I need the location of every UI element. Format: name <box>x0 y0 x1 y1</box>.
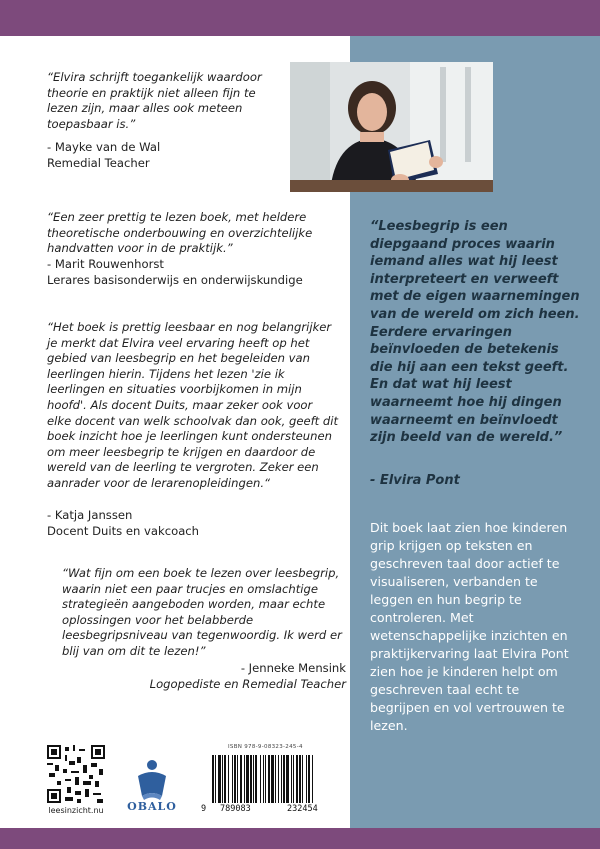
testimonial-quote-4: “Wat fijn om een boek te lezen over leesbegrip, waarin niet een paar trucjes en omslachtige strategieën aangeboden worden, maar echte oplossingen voor het belabberde leesbegripsniveau van tegenwoordig. Ik werd er blij van om dit te lezen!” <box>62 566 342 658</box>
testimonial-attribution-3 <box>47 508 327 539</box>
publisher-logo-text: OBALO <box>127 800 177 813</box>
testimonial-role-3: Docent Duits en vakcoach <box>47 523 200 538</box>
publisher-logo-icon <box>122 756 182 818</box>
testimonial-role-1: Remedial Teacher <box>47 155 150 170</box>
barcode-bar <box>278 755 279 803</box>
author-photo <box>290 62 493 192</box>
barcode-bar <box>212 755 214 803</box>
testimonial-quote-2: “Een zeer prettig te lezen boek, met heldere theoretische onderbouwing en overzichtelijke handvatten voor in de praktijk.” <box>47 210 313 256</box>
barcode-bar <box>293 755 294 803</box>
bottom-color-band <box>0 828 600 849</box>
barcode-bar <box>265 755 266 803</box>
barcode-first-digit: 9 <box>201 804 207 814</box>
barcode-bar <box>291 755 292 803</box>
testimonial-quote-3: “Het boek is prettig leesbaar en nog belangrijker je merkt dat Elvira veel ervaring heeft op het gebied van leesbegrip en het begeleiden van leerlingen hierin. Tijdens het lezen 'zie ik leerlingen en situaties voorbijkomen in mijn hoofd'. Als docent Duits, maar zeker ook voor elke docent van welk schoolvak dan ook, geeft dit boek inzicht hoe je leerlingen kunt ondersteunen om meer leesbegrip te krijgen en daardoor de wereld van de leerling te vergroten. Zeker een aanrader voor de lerarenopleidingen.“ <box>47 320 339 490</box>
barcode-bar <box>275 755 276 803</box>
isbn-label: ISBN 978-9-08323-245-4 <box>228 744 303 750</box>
barcode-bar <box>244 755 245 803</box>
barcode-bar <box>302 755 303 803</box>
barcode-bar <box>312 755 313 803</box>
barcode-bar <box>283 755 285 803</box>
barcode-right-digits: 232454 <box>287 804 318 814</box>
barcode-bar <box>271 755 274 803</box>
testimonial-author-2: - Marit Rouwenhorst <box>47 257 164 271</box>
barcode-bar <box>308 755 310 803</box>
barcode-bar <box>250 755 252 803</box>
testimonial-role-4: Logopediste en Remedial Teacher <box>149 676 346 691</box>
barcode-bar <box>306 755 307 803</box>
barcode-bar <box>232 755 233 803</box>
barcode-bar <box>228 755 229 803</box>
barcode-bar <box>234 755 236 803</box>
barcode-bar <box>255 755 257 803</box>
barcode-bar <box>268 755 270 803</box>
barcode-bar <box>260 755 261 803</box>
barcode-left-digits: 789083 <box>220 804 251 814</box>
top-color-band <box>0 0 600 36</box>
testimonial-role-2: Lerares basisonderwijs en onderwijskundige <box>47 272 303 287</box>
testimonial-author-4: - Jenneke Mensink <box>240 661 346 675</box>
barcode-bar <box>286 755 289 803</box>
testimonial-attribution-1 <box>47 140 287 171</box>
testimonial-author-1: - Mayke van de Wal <box>47 140 161 154</box>
barcode-bar <box>237 755 238 803</box>
qr-code-icon[interactable] <box>47 745 105 803</box>
barcode-bar <box>281 755 282 803</box>
website-label: leesinzicht.nu <box>48 806 104 815</box>
barcode-bar <box>253 755 254 803</box>
barcode-bar <box>246 755 249 803</box>
barcode-bar <box>222 755 223 803</box>
barcode-bar <box>215 755 216 803</box>
featured-author-quote: “Leesbegrip is een diepgaand proces waarin iemand alles wat hij leest interpreteert en verweeft met de eigen waarnemingen van de wereld om zich heen. Eerdere ervaringen beïnvloeden de betekenis die hij aan een tekst geeft. En dat wat hij leest waarneemt hoe hij dingen waarneemt en beïnvloedt zijn beeld van de wereld.” <box>370 219 580 446</box>
book-description: Dit boek laat zien hoe kinderen grip krijgen op teksten en geschreven taal door actief te visualiseren, verbanden te leggen en hun begrip te controleren. Met wetenschappelijke inzichten en praktijkervaring laat Elvira Pont zien hoe je kinderen helpt om geschreven taal echt te begrijpen en vol vertrouwen te lezen. <box>370 520 569 733</box>
barcode-bar <box>263 755 264 803</box>
barcode-bar <box>299 755 301 803</box>
testimonial-attribution-2 <box>47 257 327 288</box>
testimonial-attribution-4 <box>134 661 346 692</box>
testimonial-author-3: - Katja Janssen <box>47 508 133 522</box>
featured-quote-author: - Elvira Pont <box>370 473 460 488</box>
barcode-bar <box>296 755 298 803</box>
barcode-bar <box>240 755 242 803</box>
barcode-bar <box>218 755 221 803</box>
barcode-bar <box>224 755 226 803</box>
testimonial-quote-1: “Elvira schrijft toegankelijk waardoor theorie en praktijk niet alleen fijn te lezen zijn, maar alles ook meteen toepasbaar is.” <box>47 70 262 131</box>
